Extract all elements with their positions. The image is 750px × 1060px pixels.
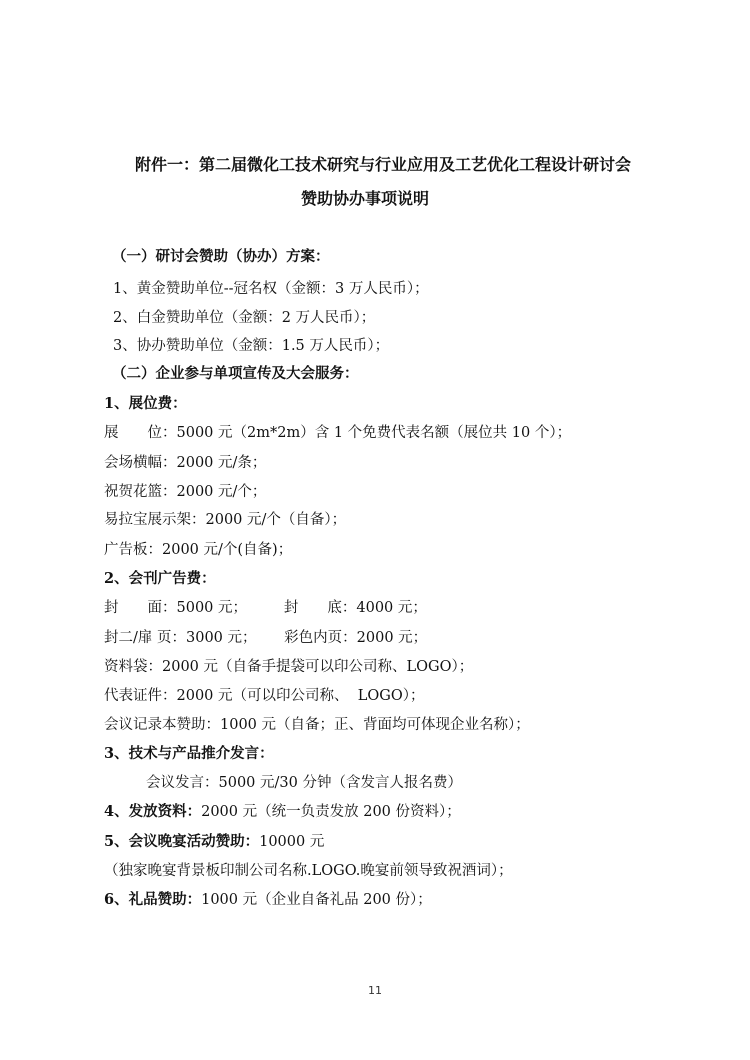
flower-basket-item: 祝贺花篮：2000 元/个； xyxy=(104,484,267,500)
gift-sponsorship-line xyxy=(104,888,432,909)
document-title-line2: 赞助协办事项说明 xyxy=(300,189,429,208)
dinner-sponsorship-note: （独家晚宴背景板印制公司名称.LOGO.晚宴前领导致祝酒词）； xyxy=(104,863,513,879)
sponsor-item-gold: 1、黄金赞助单位--冠名权（金额：3 万人民币）； xyxy=(113,281,429,297)
dinner-sponsorship-line xyxy=(104,830,324,851)
journal-ad-heading: 2、会刊广告费： xyxy=(104,570,216,587)
cover-ad-item: 封 面：5000 元； 封 底：4000 元； xyxy=(104,600,427,616)
dinner-sponsorship-label: 5、会议晚宴活动赞助： xyxy=(104,833,260,850)
booth-item: 展 位：5000 元（2m*2m）含 1 个免费代表名额（展位共 10 个）； xyxy=(104,425,572,441)
sponsor-item-platinum: 2、白金赞助单位（金额：2 万人民币）； xyxy=(113,310,376,326)
banner-item: 会场横幅：2000 元/条； xyxy=(104,455,267,471)
section-heading-services: （二）企业参与单项宣传及大会服务： xyxy=(112,365,359,382)
document-title-line1: 附件一：第二届微化工技术研究与行业应用及工艺优化工程设计研讨会 xyxy=(134,155,631,174)
material-distribution-text: 2000 元（统一负责发放 200 份资料）； xyxy=(201,804,461,820)
rollup-stand-item: 易拉宝展示架：2000 元/个（自备）； xyxy=(104,512,347,528)
material-distribution-line xyxy=(104,800,461,821)
page-number: 11 xyxy=(368,984,382,997)
dinner-sponsorship-text: 10000 元 xyxy=(259,834,325,850)
booth-fee-heading: 1、展位费： xyxy=(104,395,187,412)
gift-sponsorship-label: 6、礼品赞助： xyxy=(104,891,202,908)
material-distribution-label: 4、发放资料： xyxy=(104,803,202,820)
gift-sponsorship-text: 1000 元（企业自备礼品 200 份）； xyxy=(201,892,432,908)
badge-item: 代表证件：2000 元（可以印公司称、 LOGO）； xyxy=(104,688,425,704)
tech-presentation-item: 会议发言：5000 元/30 分钟（含发言人报名费） xyxy=(146,775,462,791)
ad-board-item: 广告板：2000 元/个(自备)； xyxy=(104,542,293,558)
sponsor-item-co-organizer: 3、协办赞助单位（金额：1.5 万人民币）； xyxy=(113,338,390,354)
inner-cover-ad-item: 封二/扉 页：3000 元； 彩色内页：2000 元； xyxy=(104,630,428,646)
section-heading-sponsorship: （一）研讨会赞助（协办）方案： xyxy=(112,248,330,265)
document-bag-item: 资料袋：2000 元（自备手提袋可以印公司称、LOGO）； xyxy=(104,659,474,675)
tech-presentation-heading: 3、技术与产品推介发言： xyxy=(104,745,274,762)
notebook-item: 会议记录本赞助：1000 元（自备；正、背面均可体现企业名称）； xyxy=(104,717,530,733)
